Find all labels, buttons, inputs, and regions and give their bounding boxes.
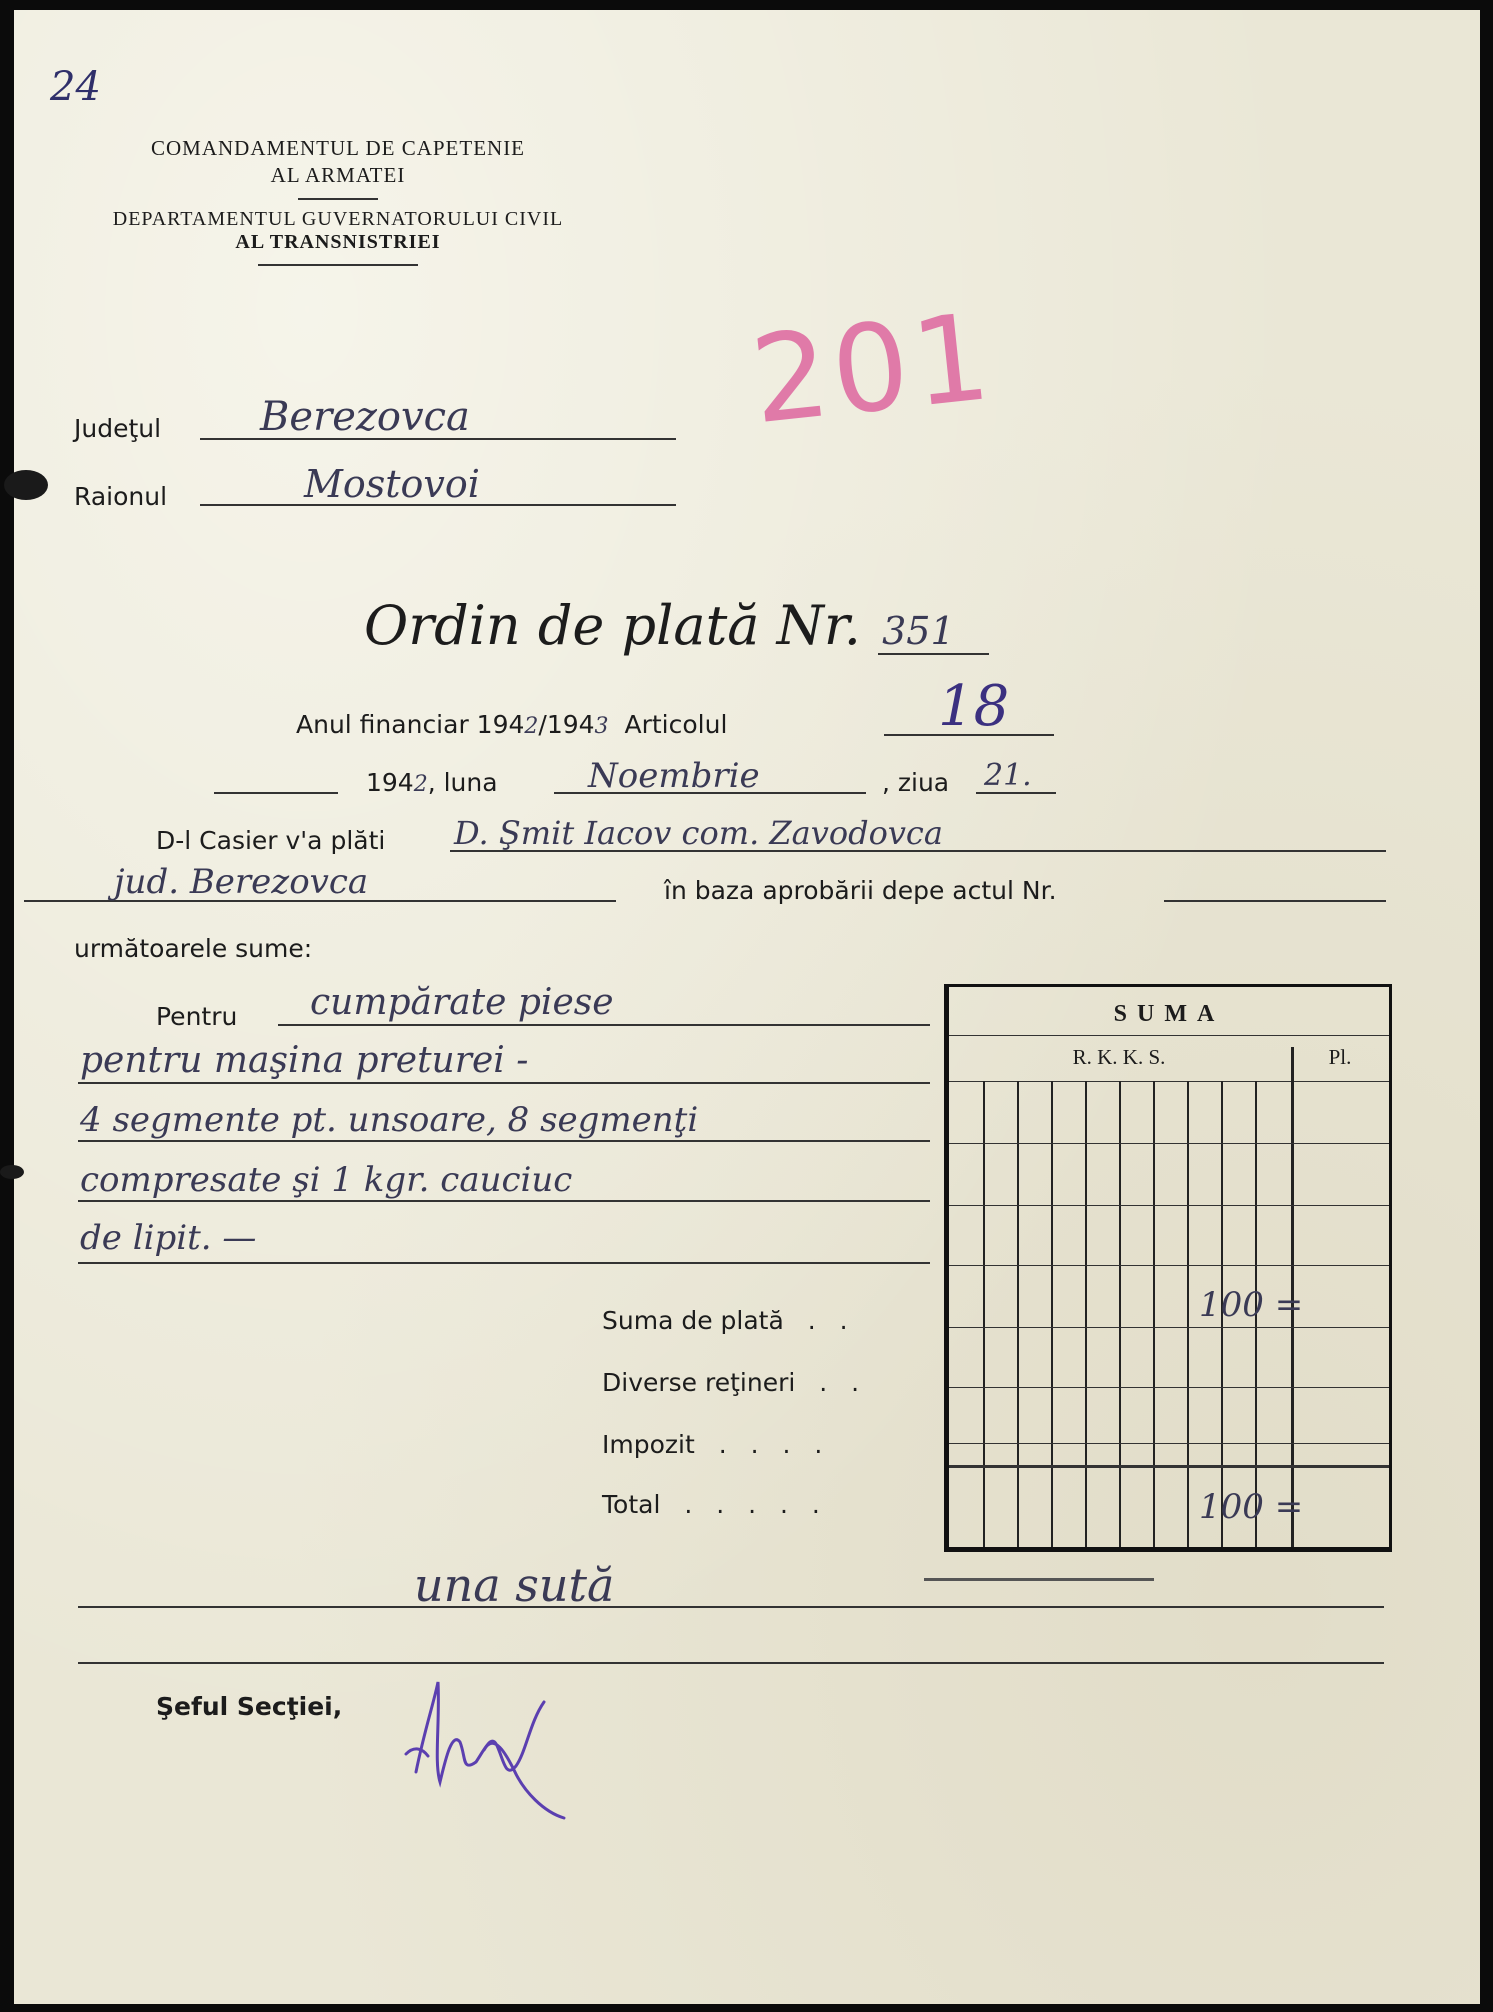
header-divider (258, 264, 418, 266)
row-dots: . . (807, 1306, 856, 1335)
amount-in-words: una sută (414, 1558, 615, 1612)
purpose-text-4: compresate şi 1 kgr. cauciuc (80, 1160, 573, 1200)
suma-de-plata-amount: 100 = (1199, 1285, 1304, 1325)
title-text: Ordin de plată Nr. (364, 594, 861, 657)
column-rule (1051, 1081, 1053, 1547)
financial-year-1: 2 (524, 714, 539, 739)
row-dots: . . (819, 1368, 868, 1397)
article-label: Articolul (624, 710, 728, 739)
raionul-label: Raionul (74, 482, 168, 511)
basis-label: în baza aprobării depe actul Nr. (664, 876, 1057, 905)
amount-words-dash (924, 1578, 1154, 1581)
date-row (366, 768, 498, 797)
row-label: Suma de plată (602, 1306, 784, 1335)
column-rule (1085, 1081, 1087, 1547)
row-suma-de-plata (602, 1306, 856, 1335)
financial-year-2: 3 (594, 714, 609, 739)
suma-divider (949, 1035, 1389, 1036)
judetul-label: Judeţul (74, 414, 162, 443)
suma-divider (949, 1081, 1389, 1082)
purpose-line (78, 1200, 930, 1202)
header-line-3: DEPARTAMENTUL GUVERNATORULUI CIVIL (112, 208, 564, 230)
purpose-line (278, 1024, 930, 1026)
row-rule (949, 1387, 1389, 1388)
purpose-line (78, 1262, 930, 1264)
day-label: , ziua (882, 768, 950, 797)
row-dots: . . . . (718, 1430, 831, 1459)
header-line-2: AL ARMATEI (270, 163, 406, 187)
purpose-label: Pentru (156, 1002, 238, 1031)
article-value: 18 (938, 674, 1010, 739)
month-value: Noembrie (588, 756, 760, 796)
suma-title: SUMA (1113, 1001, 1225, 1027)
row-label: Impozit (602, 1430, 695, 1459)
purpose-text-2: pentru maşina preturei - (80, 1040, 529, 1081)
financial-year-label: Anul financiar 194 (296, 710, 525, 739)
pt-header: Pl. (1328, 1045, 1352, 1069)
purpose-text-1: cumpărate piese (310, 982, 614, 1023)
column-rule (1119, 1081, 1121, 1547)
row-rule (949, 1443, 1389, 1444)
sums-label: următoarele sume: (74, 934, 313, 963)
corner-note: 24 (50, 64, 101, 110)
raionul-value: Mostovoi (304, 462, 480, 506)
amount-words-line (78, 1606, 1384, 1608)
row-rule (949, 1465, 1389, 1468)
blank-line (78, 1662, 1384, 1664)
row-label: Diverse reţineri (602, 1368, 796, 1397)
registration-number: 201 (745, 287, 1000, 452)
punch-hole (4, 470, 48, 500)
row-diverse-retineri (602, 1368, 867, 1397)
judetul-value: Berezovca (260, 394, 470, 440)
column-rule (1187, 1081, 1189, 1547)
signature-label: Şeful Secţiei, (156, 1692, 343, 1721)
rkks-header: R. K. K. S. (1072, 1045, 1166, 1069)
financial-year-row (296, 710, 727, 739)
row-rule (949, 1327, 1389, 1328)
order-number: 351 (878, 609, 989, 655)
day-value: 21. (984, 758, 1032, 793)
total-amount: 100 = (1199, 1487, 1304, 1527)
header-divider (298, 198, 378, 200)
payee-label: D-l Casier v'a plăti (156, 826, 386, 855)
row-impozit (602, 1430, 830, 1459)
row-rule (949, 1143, 1389, 1144)
row-dots: . . . . . (684, 1490, 828, 1519)
payment-order-document (14, 10, 1480, 2004)
purpose-text-3: 4 segmente pt. unsoare, 8 segmenţi (80, 1100, 699, 1140)
date-lead-line (214, 792, 338, 794)
signature-scribble (394, 1662, 584, 1822)
payee-value-2: jud. Berezovca (114, 862, 369, 902)
payee-value-1: D. Şmit Iacov com. Zavodovca (454, 814, 943, 852)
column-rule (983, 1081, 985, 1547)
month-label: , luna (427, 768, 498, 797)
row-label: Total (602, 1490, 661, 1519)
row-rule (949, 1265, 1389, 1266)
row-total (602, 1490, 828, 1519)
date-year-prefix: 194 (366, 768, 414, 797)
row-rule (949, 1205, 1389, 1206)
purpose-text-5: de lipit. — (80, 1218, 257, 1258)
punch-hole (0, 1165, 24, 1179)
issuer-header (58, 136, 618, 266)
column-rule (1017, 1081, 1019, 1547)
financial-year-sep: /194 (538, 710, 595, 739)
column-rule (1153, 1081, 1155, 1547)
date-year: 2 (413, 772, 428, 797)
signature-mark (394, 1662, 584, 1822)
header-line-1: COMANDAMENTUL DE CAPETENIE (150, 136, 526, 160)
suma-table (944, 984, 1392, 1552)
document-title (364, 594, 989, 657)
purpose-line (78, 1140, 930, 1142)
purpose-line (78, 1082, 930, 1084)
basis-line (1164, 900, 1386, 902)
header-line-4: AL TRANSNISTRIEI (235, 231, 441, 253)
